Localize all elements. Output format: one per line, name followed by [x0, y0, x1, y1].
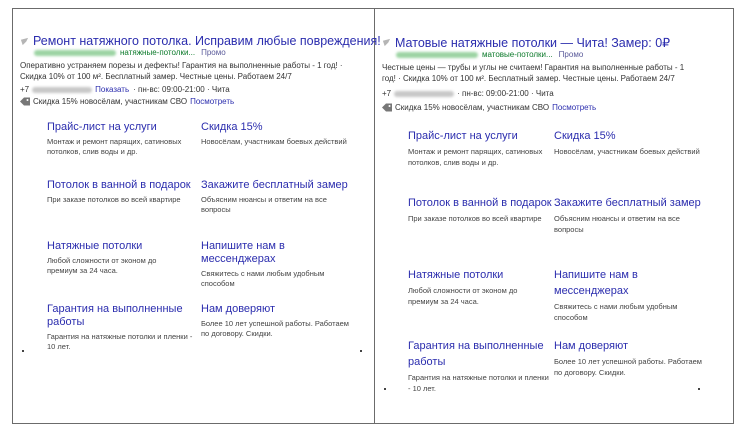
sitelink-title[interactable]: Гарантия на выполненные работы — [408, 340, 544, 368]
crop-mark — [22, 350, 24, 352]
working-hours: пн-вс: 09:00-21:00 — [462, 89, 529, 98]
promo-view-link[interactable]: Посмотреть — [552, 103, 597, 112]
promo-offer-line — [382, 103, 596, 112]
sitelink-title[interactable]: Потолок в ванной в подарок — [408, 197, 552, 209]
promo-label: Промо — [201, 48, 226, 57]
sitelink-title[interactable]: Натяжные потолки — [47, 240, 143, 252]
sitelink-messengers[interactable] — [201, 240, 351, 289]
sitelink-warranty[interactable] — [47, 303, 197, 352]
ad-description: Честные цены — трубы и углы не считаем! Гарантия на выполненные работы - 1 год! · Скидка 10% от 100 м². Бесплатный замер. Честные цены. Работаем 24/7 — [382, 63, 685, 83]
blurred-phone — [394, 91, 454, 97]
sitelink-desc: Монтаж и ремонт парящих, сатиновых потолков, слив воды и др. — [408, 147, 543, 167]
phone-prefix: +7 — [20, 85, 30, 94]
contact-line: +7 Показать · пн-вс: 09:00-21:00 · Чита — [20, 85, 230, 94]
ad-title-link[interactable] — [20, 34, 381, 48]
phone-prefix: +7 — [382, 89, 392, 98]
sitelink-desc: При заказе потолков во всей квартире — [47, 195, 181, 204]
sitelink-desc: Более 10 лет успешной работы. Работаем по договору. Скидки. — [201, 319, 349, 338]
ad-title-text: Матовые натяжные потолки — Чита! Замер: 0₽ — [395, 36, 671, 50]
sitelink-title[interactable]: Натяжные потолки — [408, 269, 504, 281]
sitelink-title[interactable]: Закажите бесплатный замер — [201, 179, 348, 191]
ad-panel-right — [380, 8, 730, 424]
ad-description: Оперативно устраняем порезы и дефекты! Гарантия на выполненные работы - 1 год! · Скидка 10% от 100 м². Бесплатный замер. Честные цены. Работаем 24/7 — [20, 61, 343, 81]
sitelink-desc: При заказе потолков во всей квартире — [408, 214, 542, 223]
sitelink-desc: Свяжитесь с нами любым удобным способом — [201, 269, 325, 288]
sitelink-title[interactable]: Напишите нам в мессенджерах — [201, 240, 285, 265]
blurred-url — [34, 50, 116, 56]
sitelink-trust[interactable] — [554, 338, 704, 378]
sitelink-messengers[interactable] — [554, 267, 704, 323]
city-link[interactable]: Чита — [211, 85, 230, 94]
promo-text: Скидка 15% новосёлам, участникам СВО — [33, 97, 188, 106]
ad-panel-left — [14, 8, 381, 424]
sitelink-desc: Новосёлам, участникам боевых действий — [201, 137, 347, 146]
ad-domain-link[interactable]: натяжные-потолки... — [120, 48, 196, 57]
crop-mark — [384, 388, 386, 390]
sitelink-free-measure[interactable] — [201, 179, 351, 215]
sitelink-title[interactable]: Нам доверяют — [201, 303, 276, 315]
sitelink-desc: Новосёлам, участникам боевых действий — [554, 147, 700, 156]
sitelink-title[interactable]: Гарантия на выполненные работы — [47, 303, 183, 328]
blurred-phone — [32, 87, 92, 93]
ad-domain-link[interactable]: матовые-потолки... — [482, 50, 553, 59]
sitelink-title[interactable]: Потолок в ванной в подарок — [47, 179, 191, 191]
sitelink-desc: Любой сложности от эконом до премиум за 24 часа. — [47, 256, 157, 275]
sitelink-desc: Любой сложности от эконом до премиум за 24 часа. — [408, 286, 518, 306]
sitelink-title[interactable]: Прайс-лист на услуги — [47, 121, 157, 133]
promo-label: Промо — [558, 50, 584, 59]
panel-divider — [374, 8, 375, 424]
sitelink-warranty[interactable] — [408, 338, 553, 394]
ad-title-link[interactable] — [382, 35, 670, 50]
sitelink-desc: Свяжитесь с нами любым удобным способом — [554, 302, 678, 322]
sitelink-ceilings[interactable] — [408, 267, 548, 307]
sitelink-desc: Гарантия на натяжные потолки и пленки - 10 лет. — [47, 332, 193, 351]
sitelink-title[interactable]: Нам доверяют — [554, 340, 629, 352]
sitelink-price-list[interactable] — [47, 121, 187, 157]
site-favicon-icon — [20, 37, 29, 46]
sitelink-title[interactable]: Прайс-лист на услуги — [408, 130, 518, 142]
tag-icon — [20, 97, 30, 106]
contact-line: +7 · пн-вс: 09:00-21:00 · Чита — [382, 89, 554, 98]
promo-offer-line — [20, 97, 234, 106]
blurred-url — [396, 52, 478, 58]
crop-mark — [360, 350, 362, 352]
sitelink-desc: Гарантия на натяжные потолки и пленки - 10 лет. — [408, 373, 549, 393]
sitelink-discount[interactable] — [201, 121, 351, 147]
site-favicon-icon — [382, 38, 391, 47]
sitelink-discount[interactable] — [554, 128, 704, 157]
city-link[interactable]: Чита — [535, 89, 554, 98]
sitelink-bathroom-gift[interactable] — [47, 179, 197, 205]
sitelink-trust[interactable] — [201, 303, 351, 339]
sitelink-free-measure[interactable] — [554, 195, 704, 235]
tag-icon — [382, 103, 392, 112]
sitelink-title[interactable]: Скидка 15% — [201, 121, 263, 133]
sitelink-bathroom-gift[interactable] — [408, 195, 553, 224]
ad-url-line — [34, 48, 226, 57]
sitelink-title[interactable]: Напишите нам в мессенджерах — [554, 269, 638, 297]
crop-mark — [698, 388, 700, 390]
sitelink-desc: Более 10 лет успешной работы. Работаем по договору. Скидки. — [554, 357, 702, 377]
sitelink-price-list[interactable] — [408, 128, 548, 168]
sitelink-desc: Монтаж и ремонт парящих, сатиновых потолков, слив воды и др. — [47, 137, 182, 156]
sitelink-desc: Объясним нюансы и ответим на все вопросы — [554, 214, 680, 234]
promo-view-link[interactable]: Посмотреть — [190, 97, 235, 106]
ad-title-text: Ремонт натяжного потолка. Исправим любые повреждения! — [33, 34, 381, 48]
working-hours: пн-вс: 09:00-21:00 — [138, 85, 205, 94]
promo-text: Скидка 15% новосёлам, участникам СВО — [395, 103, 550, 112]
sitelink-ceilings[interactable] — [47, 240, 187, 276]
sitelink-desc: Объясним нюансы и ответим на все вопросы — [201, 195, 327, 214]
show-phone-link[interactable]: Показать — [95, 85, 130, 94]
sitelink-title[interactable]: Закажите бесплатный замер — [554, 197, 701, 209]
ad-url-line — [396, 50, 583, 59]
sitelink-title[interactable]: Скидка 15% — [554, 130, 616, 142]
